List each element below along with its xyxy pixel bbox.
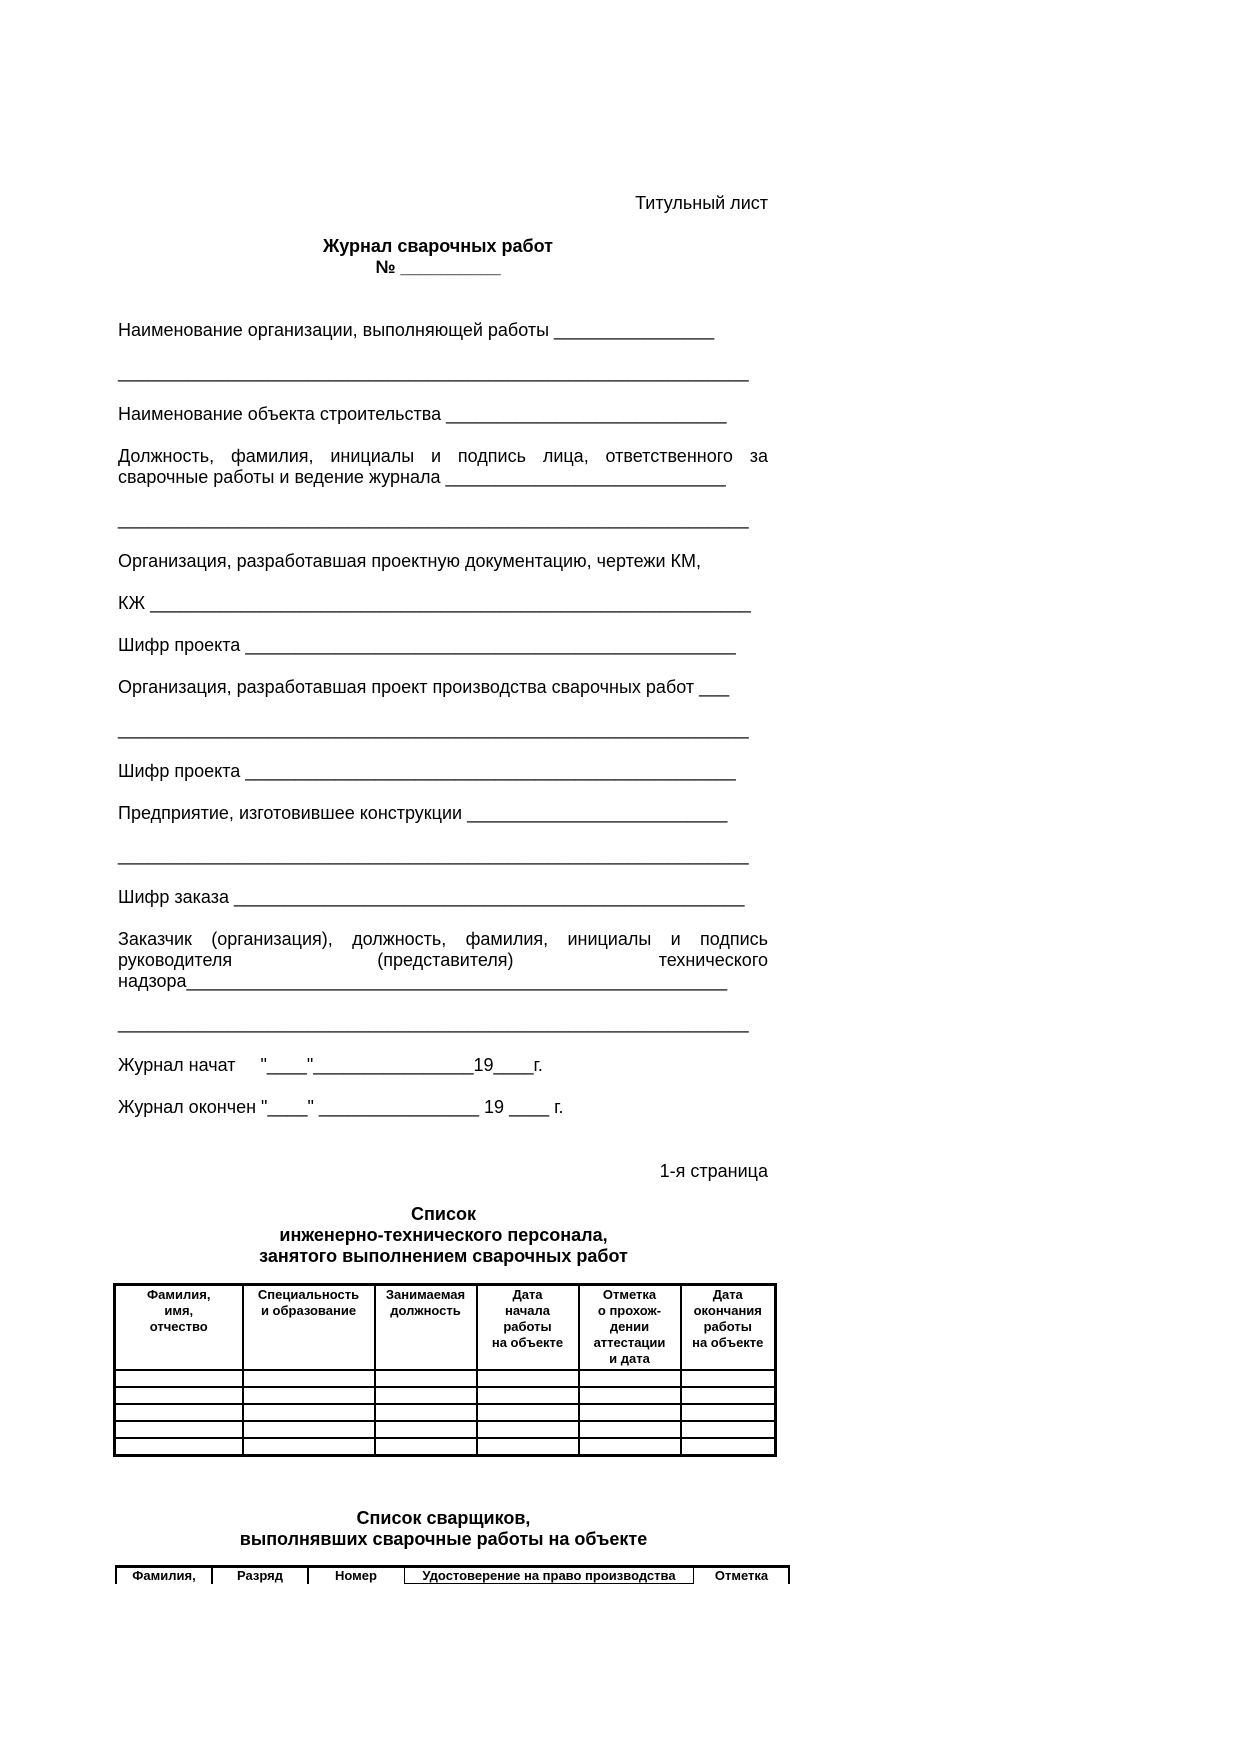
table-cell[interactable]	[579, 1421, 681, 1438]
staff-table-header	[115, 1285, 776, 1371]
table-cell[interactable]	[243, 1421, 375, 1438]
ppr-org-field: Организация, разработавшая проект производства сварочных работ ___	[118, 677, 730, 697]
project-code-field-1: Шифр проекта _________________________________________________	[118, 635, 736, 655]
table-cell[interactable]	[115, 1370, 243, 1387]
table-cell[interactable]	[115, 1387, 243, 1404]
table-cell[interactable]	[375, 1404, 477, 1421]
title-sheet-label: Титульный лист	[635, 193, 768, 213]
welders-col-name: Фамилия,	[132, 1568, 196, 1583]
ppr-org-line: _______________________________________________________________	[118, 719, 749, 739]
table-cell[interactable]	[681, 1387, 776, 1404]
table-cell[interactable]	[681, 1370, 776, 1387]
welders-list-title-2: выполнявших сварочные работы на объекте	[239, 1529, 648, 1549]
responsible-line: _______________________________________________________________	[118, 509, 749, 529]
welders-col-mark: Отметка	[714, 1568, 769, 1583]
responsible-field-line1: Должность, фамилия, инициалы и подпись лица, ответственного за	[118, 446, 768, 466]
table-cell[interactable]	[681, 1421, 776, 1438]
table-cell[interactable]	[115, 1404, 243, 1421]
col-attestation: Отметка о прохож- дении аттестации и дата	[579, 1285, 681, 1371]
welders-col-rank: Разряд	[237, 1568, 283, 1583]
table-row	[115, 1387, 776, 1404]
page-1-label: 1-я страница	[659, 1161, 768, 1181]
customer-field-line2: руководителя (представителя) технического	[118, 950, 768, 970]
journal-started-field: Журнал начат "____"________________19____г.	[118, 1055, 543, 1075]
table-cell[interactable]	[243, 1438, 375, 1456]
col-start-date: Дата начала работы на объекте	[477, 1285, 579, 1371]
table-cell[interactable]	[243, 1387, 375, 1404]
table-row	[115, 1404, 776, 1421]
welders-col-certificate: Удостоверение на право производства	[404, 1568, 694, 1584]
table-cell[interactable]	[243, 1370, 375, 1387]
table-cell[interactable]	[477, 1387, 579, 1404]
table-cell[interactable]	[375, 1370, 477, 1387]
table-cell[interactable]	[115, 1438, 243, 1456]
journal-finished-field: Журнал окончен "____" ________________ 19 ____ г.	[118, 1097, 564, 1117]
staff-list-title-3: занятого выполнением сварочных работ	[259, 1246, 628, 1266]
manufacturer-line: _______________________________________________________________	[118, 845, 749, 865]
org-performing-line: _______________________________________________________________	[118, 362, 749, 382]
journal-title: Журнал сварочных работ	[323, 236, 553, 256]
customer-field-line1: Заказчик (организация), должность, фамилия, инициалы и подпись	[118, 929, 768, 949]
col-full-name: Фамилия, имя, отчество	[115, 1285, 243, 1371]
table-cell[interactable]	[477, 1421, 579, 1438]
col-position: Занимаемая должность	[375, 1285, 477, 1371]
org-performing-field: Наименование организации, выполняющей работы ________________	[118, 320, 715, 340]
table-cell[interactable]	[477, 1438, 579, 1456]
staff-table-body	[115, 1370, 776, 1456]
table-cell[interactable]	[243, 1404, 375, 1421]
col-end-date: Дата окончания работы на объекте	[681, 1285, 776, 1371]
table-cell[interactable]	[477, 1370, 579, 1387]
table-row	[115, 1370, 776, 1387]
welders-table-header	[115, 1565, 790, 1584]
customer-line: _______________________________________________________________	[118, 1013, 749, 1033]
object-name-field: Наименование объекта строительства ____________________________	[118, 404, 727, 424]
table-cell[interactable]	[115, 1421, 243, 1438]
welders-col-number: Номер	[335, 1568, 377, 1583]
order-code-field: Шифр заказа ___________________________________________________	[118, 887, 745, 907]
journal-number: № __________	[375, 257, 501, 277]
design-org-field: Организация, разработавшая проектную документацию, чертежи КМ,	[118, 551, 702, 571]
staff-list-title-1: Список	[411, 1204, 476, 1224]
table-cell[interactable]	[375, 1387, 477, 1404]
table-row	[115, 1421, 776, 1438]
table-cell[interactable]	[579, 1438, 681, 1456]
project-code-field-2: Шифр проекта _________________________________________________	[118, 761, 736, 781]
col-specialty: Специальность и образование	[243, 1285, 375, 1371]
table-cell[interactable]	[477, 1404, 579, 1421]
staff-list-title-2: инженерно-технического персонала,	[279, 1225, 608, 1245]
table-cell[interactable]	[579, 1387, 681, 1404]
table-cell[interactable]	[375, 1438, 477, 1456]
kzh-field: КЖ ____________________________________________________________	[118, 593, 751, 613]
responsible-field-line2: сварочные работы и ведение журнала ____________________________	[118, 467, 726, 487]
table-cell[interactable]	[579, 1404, 681, 1421]
customer-field-line3: надзора______________________________________________________	[118, 971, 728, 991]
table-row	[115, 1438, 776, 1456]
welders-col-divider	[788, 1568, 790, 1584]
staff-table	[113, 1283, 777, 1457]
table-cell[interactable]	[681, 1404, 776, 1421]
table-cell[interactable]	[375, 1421, 477, 1438]
welders-list-title-1: Список сварщиков,	[356, 1508, 531, 1528]
table-cell[interactable]	[681, 1438, 776, 1456]
table-cell[interactable]	[579, 1370, 681, 1387]
manufacturer-field: Предприятие, изготовившее конструкции __________________________	[118, 803, 728, 823]
